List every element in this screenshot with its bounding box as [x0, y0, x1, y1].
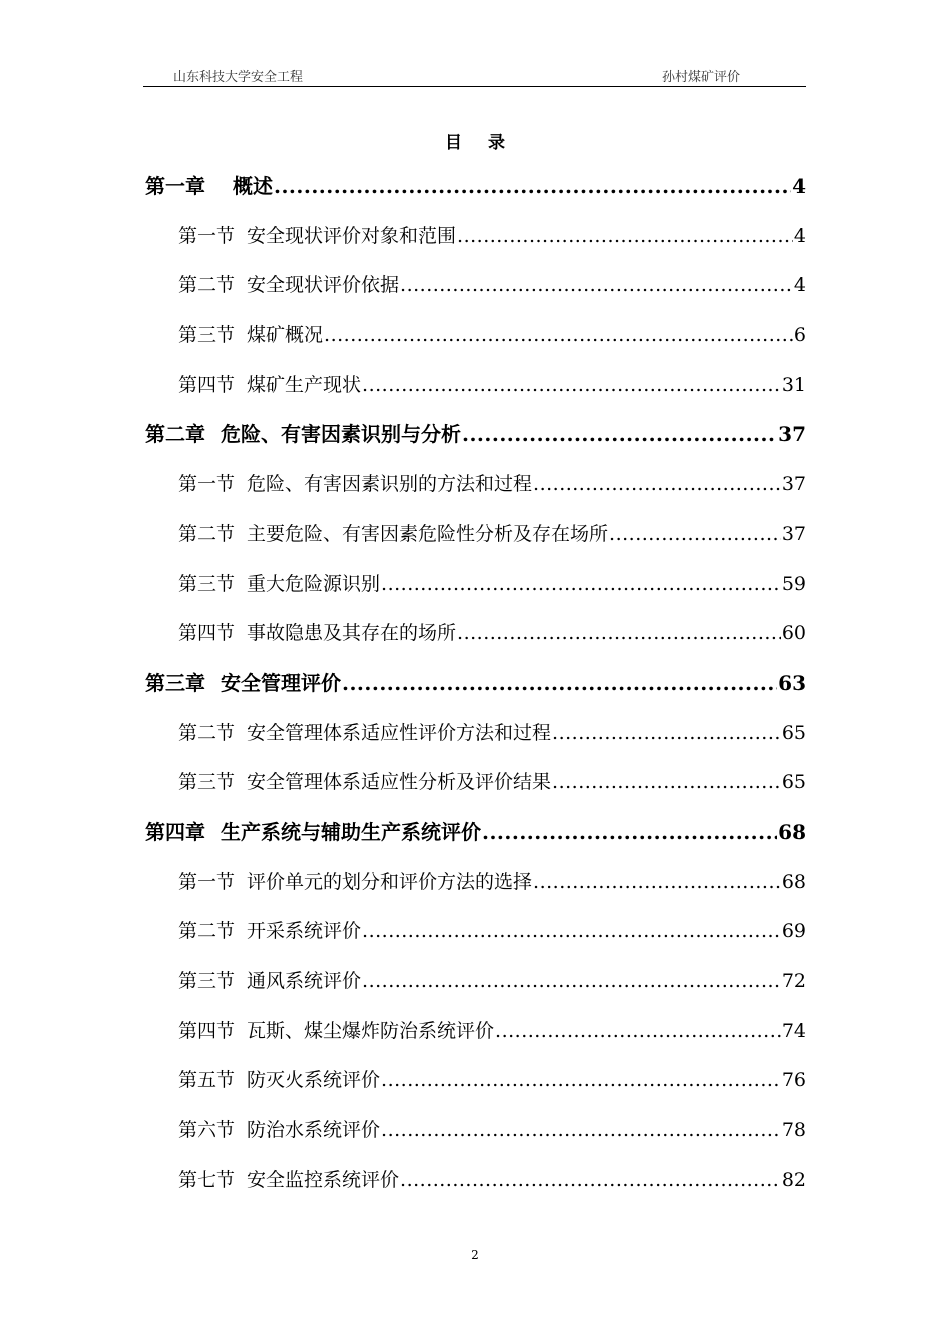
toc-chapter-entry[interactable]: [145, 667, 806, 717]
toc-dot-leader: [400, 1164, 781, 1197]
toc-section-entry[interactable]: [145, 369, 806, 419]
toc-section-entry[interactable]: [145, 617, 806, 667]
toc-entry-label: 第三节: [178, 970, 236, 992]
toc-dot-leader: [457, 220, 793, 253]
toc-section-entry[interactable]: [145, 568, 806, 618]
toc-entry-title: 事故隐患及其存在的场所: [247, 622, 457, 645]
toc-dot-leader: [495, 1015, 781, 1048]
toc-section-entry[interactable]: [145, 319, 806, 369]
toc-entry-title: 通风系统评价: [247, 970, 362, 992]
toc-entry-label: 第一节: [178, 473, 236, 496]
toc-dot-leader: [342, 667, 777, 700]
toc-entry-page: 4: [793, 224, 806, 247]
header-left-text: 山东科技大学安全工程: [173, 70, 304, 85]
toc-entry-title: 安全现状评价对象和范围: [247, 224, 457, 247]
toc-dot-leader: [381, 1064, 781, 1097]
toc-entry-title: 主要危险、有害因素危险性分析及存在场所: [247, 522, 609, 545]
toc-dot-leader: [457, 617, 781, 650]
toc-entry-page: 69: [781, 920, 806, 943]
toc-entry-page: 37: [778, 422, 806, 447]
toc-title: 目 录: [445, 133, 515, 153]
toc-entry-page: 31: [781, 373, 806, 396]
header-right-text: 孙村煤矿评价: [661, 70, 740, 85]
toc-entry-page: 59: [781, 572, 806, 595]
toc-chapter-entry[interactable]: [145, 816, 806, 866]
toc-entry-title: 危险、有害因素识别的方法和过程: [247, 473, 533, 496]
toc-entry-label: 第二节: [178, 274, 236, 297]
toc-entry-title: 安全现状评价依据: [247, 274, 400, 297]
toc-section-entry[interactable]: [145, 1064, 806, 1114]
toc-entry-title: 煤矿概况: [247, 324, 324, 347]
toc-entry-label: 第二节: [178, 522, 236, 545]
toc-dot-leader: [362, 915, 781, 948]
toc-entry-page: 82: [781, 1168, 806, 1191]
toc-dot-leader: [482, 816, 777, 849]
toc-dot-leader: [533, 866, 781, 899]
toc-entry-page: 37: [781, 522, 806, 545]
toc-chapter-entry[interactable]: [145, 418, 806, 468]
toc-entry-label: 第二章: [145, 422, 205, 447]
page-number: 2: [471, 1248, 479, 1262]
toc-entry-page: 4: [793, 274, 806, 297]
toc-dot-leader: [362, 965, 781, 998]
toc-entry-title: 安全监控系统评价: [247, 1168, 400, 1191]
toc-entry-title: 煤矿生产现状: [247, 373, 362, 396]
toc-entry-title: 安全管理体系适应性分析及评价结果: [247, 771, 552, 794]
toc-entry-title: 危险、有害因素识别与分析: [221, 422, 461, 447]
toc-dot-leader: [274, 170, 791, 203]
toc-entry-page: 68: [781, 870, 806, 893]
toc-section-entry[interactable]: [145, 1015, 806, 1065]
toc-entry-label: 第一章: [145, 174, 205, 198]
toc-entry-label: 第七节: [178, 1168, 236, 1191]
toc-entry-page: 65: [781, 771, 806, 794]
toc-dot-leader: [381, 568, 781, 601]
toc-dot-leader: [609, 518, 781, 551]
toc-entry-title: 安全管理体系适应性评价方法和过程: [247, 721, 552, 744]
toc-section-entry[interactable]: [145, 1114, 806, 1164]
table-of-contents: [145, 170, 806, 1213]
toc-entry-label: 第二节: [178, 920, 236, 943]
toc-entry-title: 防治水系统评价: [247, 1119, 381, 1142]
toc-entry-title: 概述: [233, 174, 273, 198]
toc-entry-page: 37: [781, 473, 806, 496]
toc-entry-title: 重大危险源识别: [247, 572, 381, 595]
toc-dot-leader: [533, 468, 781, 501]
toc-section-entry[interactable]: [145, 518, 806, 568]
toc-entry-page: 60: [781, 622, 806, 645]
toc-section-entry[interactable]: [145, 965, 806, 1015]
toc-dot-leader: [462, 418, 777, 451]
toc-entry-page: 4: [792, 174, 806, 198]
toc-entry-page: 68: [778, 819, 806, 844]
toc-entry-title: 安全管理评价: [221, 670, 341, 695]
toc-dot-leader: [362, 369, 781, 402]
toc-dot-leader: [324, 319, 793, 352]
toc-entry-page: 78: [781, 1119, 806, 1142]
toc-section-entry[interactable]: [145, 220, 806, 270]
toc-entry-page: 65: [781, 721, 806, 744]
toc-entry-label: 第三节: [178, 324, 236, 347]
toc-entry-title: 评价单元的划分和评价方法的选择: [247, 870, 533, 893]
toc-entry-label: 第三节: [178, 771, 236, 794]
toc-entry-page: 76: [781, 1069, 806, 1092]
toc-entry-page: 74: [781, 1019, 806, 1042]
toc-dot-leader: [400, 269, 793, 302]
toc-section-entry[interactable]: [145, 866, 806, 916]
toc-section-entry[interactable]: [145, 269, 806, 319]
toc-entry-page: 6: [793, 324, 806, 347]
toc-section-entry[interactable]: [145, 766, 806, 816]
toc-dot-leader: [552, 766, 781, 799]
toc-entry-label: 第五节: [178, 1069, 236, 1092]
toc-section-entry[interactable]: [145, 468, 806, 518]
toc-entry-label: 第二节: [178, 721, 236, 744]
toc-entry-label: 第六节: [178, 1119, 236, 1142]
toc-entry-label: 第四节: [178, 622, 236, 645]
toc-section-entry[interactable]: [145, 717, 806, 767]
page-header: [143, 66, 806, 87]
toc-entry-label: 第一节: [178, 870, 236, 893]
toc-entry-label: 第四节: [178, 1019, 236, 1042]
toc-section-entry[interactable]: [145, 915, 806, 965]
toc-entry-title: 防灭火系统评价: [247, 1069, 381, 1092]
toc-entry-page: 72: [781, 970, 806, 992]
toc-dot-leader: [381, 1114, 781, 1147]
toc-entry-label: 第三节: [178, 572, 236, 595]
toc-entry-label: 第四章: [145, 819, 205, 844]
toc-entry-label: 第三章: [145, 670, 205, 695]
toc-entry-label: 第一节: [178, 224, 236, 247]
toc-entry-page: 63: [778, 670, 806, 695]
toc-entry-title: 生产系统与辅助生产系统评价: [221, 819, 481, 844]
toc-entry-title: 开采系统评价: [247, 920, 362, 943]
toc-section-entry[interactable]: [145, 1164, 806, 1214]
toc-entry-title: 瓦斯、煤尘爆炸防治系统评价: [247, 1019, 495, 1042]
toc-chapter-entry[interactable]: [145, 170, 806, 220]
toc-entry-label: 第四节: [178, 373, 236, 396]
toc-dot-leader: [552, 717, 781, 750]
